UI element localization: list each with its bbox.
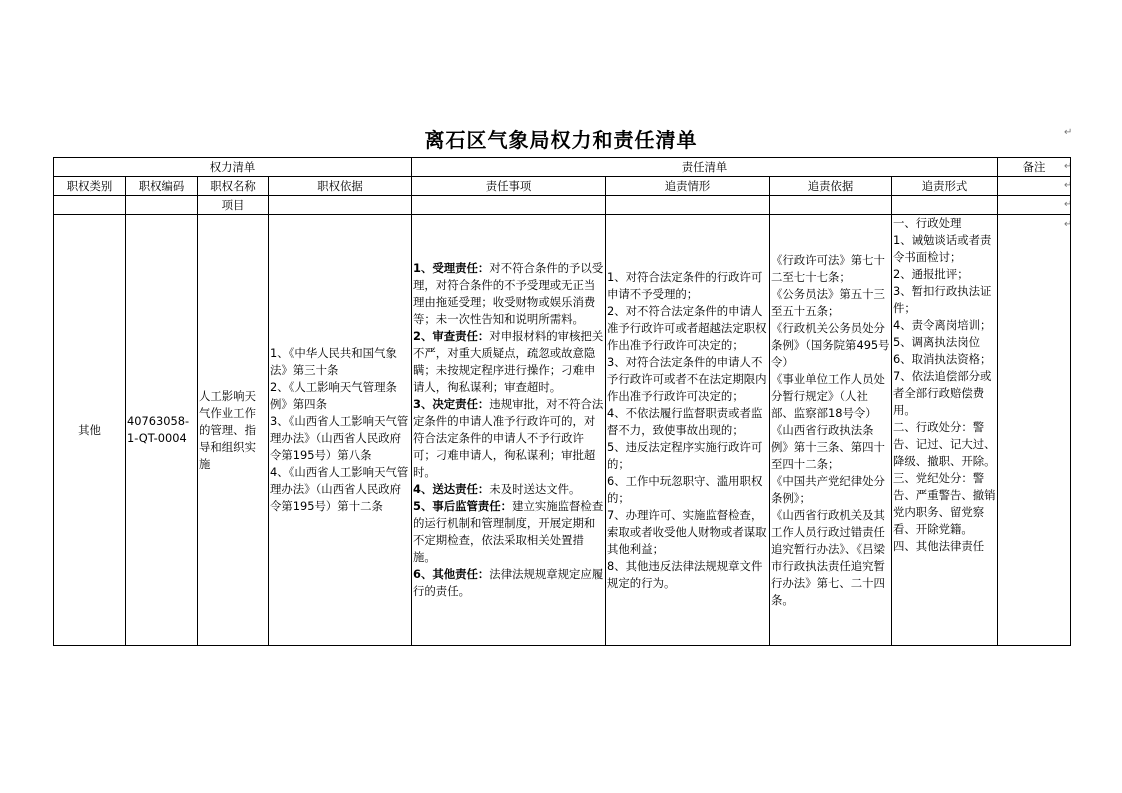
cell-accountability-basis: 《行政许可法》第七十二至七十七条； 《公务员法》第五十三至五十五条； 《行政机关公务员处分条例》（国务院第495号令） 《事业单位工作人员处分暂行规定》（人社部、监察部18号令） 《山西省行政执法条例》第十三条、第四十至四十二条； 《中国共产党纪律处分条例》； 《山西省行政机关及其工作人员行政过错责任追究暂行办法》、《吕梁市行政执法责任追究暂行办法》第七、二十四条。 bbox=[770, 215, 892, 646]
item-text: 对申报材料的审核把关不严，对重大质疑点，疏忽或故意隐瞒；未按规定程序进行操作；刁难申请人，徇私谋利；审查超时。 bbox=[413, 329, 604, 394]
sub-cell bbox=[606, 196, 770, 215]
item-text: 未及时送达文件。 bbox=[489, 482, 581, 496]
item-label: 1、受理责任： bbox=[413, 261, 490, 275]
cell-form: 一、行政处理 1、诫勉谈话或者责令书面检讨； 2、通报批评； 3、暂扣行政执法证件； 4、责令离岗培训； 5、调离执法岗位 6、取消执法资格； 7、依法追偿部分或者全部行政赔偿费用。 二、行政处分：警告、记过、记大过、降级、撤职、开除。 三、党纪处分：警告、严重警告、撤销党内职务、留党察看、开除党籍。 四、其他法律责任 bbox=[892, 215, 998, 646]
item-label: 5、事后监管责任： bbox=[413, 499, 513, 513]
item-paragraph bbox=[413, 481, 604, 498]
table-row bbox=[54, 215, 1071, 646]
item-text: 违规审批，对不符合法定条件的申请人准予行政许可的，对符合法定条件的申请人不予行政许可；刁难申请人，徇私谋利；审批超时。 bbox=[413, 397, 604, 479]
paragraph-mark: ↵ bbox=[1064, 219, 1073, 230]
sub-cell bbox=[770, 196, 892, 215]
sub-cell bbox=[998, 196, 1071, 215]
header-form: 追责形式 bbox=[892, 177, 998, 196]
header-items: 责任事项 bbox=[412, 177, 606, 196]
header-type: 职权类别 bbox=[54, 177, 126, 196]
item-label: 4、送达责任： bbox=[413, 482, 490, 496]
cell-type: 其他 bbox=[54, 215, 126, 646]
item-text: 建立实施监督检查的运行机制和管理制度，开展定期和不定期检查，依法采取相关处置措施。 bbox=[413, 499, 604, 564]
item-paragraph bbox=[413, 498, 604, 566]
header-accountability-basis: 追责依据 bbox=[770, 177, 892, 196]
sub-cell bbox=[54, 196, 126, 215]
item-paragraph bbox=[413, 260, 604, 328]
sub-cell bbox=[126, 196, 198, 215]
item-label: 3、决定责任： bbox=[413, 397, 490, 411]
cell-name: 人工影响天气作业工作的管理、指导和组织实施 bbox=[198, 215, 269, 646]
header-power-list: 权力清单 bbox=[54, 158, 412, 177]
header-remarks-empty bbox=[998, 177, 1071, 196]
cell-circumstances: 1、对符合法定条件的行政许可申请不予受理的； 2、对不符合法定条件的申请人准予行政许可或者超越法定职权作出准予行政许可决定的； 3、对符合法定条件的申请人不予行政许可或者不在法定期限内作出准予行政许可决定的； 4、不依法履行监督职责或者监督不力，致使事故出现的； 5、违反法定程序实施行政许可的； 6、工作中玩忽职守、滥用职权的； 7、办理许可、实施监督检查，索取或者收受他人财物或者谋取其他利益； 8、其他违反法律法规规章文件规定的行为。 bbox=[606, 215, 770, 646]
header-sub-item: 项目 bbox=[198, 196, 269, 215]
header-remarks: 备注 bbox=[998, 158, 1071, 177]
header-circumstances: 追责情形 bbox=[606, 177, 770, 196]
page-title: 离石区气象局权力和责任清单 bbox=[424, 128, 698, 152]
item-text: 法律法规规章规定应履行的责任。 bbox=[413, 567, 604, 598]
sub-cell bbox=[412, 196, 606, 215]
item-paragraph bbox=[413, 566, 604, 600]
paragraph-mark: ↵ bbox=[1064, 199, 1073, 210]
paragraph-mark: ↵ bbox=[1064, 161, 1073, 172]
cell-basis: 1、《中华人民共和国气象法》第三十条 2、《人工影响天气管理条例》第四条 3、《山西省人工影响天气管理办法》（山西省人民政府令第195号）第八条 4、《山西省人工影响天气管理办法》（山西省人民政府令第195号）第十二条 bbox=[269, 215, 412, 646]
cell-code: 40763058-1-QT-0004 bbox=[126, 215, 198, 646]
header-code: 职权编码 bbox=[126, 177, 198, 196]
item-text: 对不符合条件的予以受理，对符合条件的不予受理或无正当理由拖延受理；收受财物或娱乐消费等；未一次性告知和说明所需料。 bbox=[413, 261, 604, 326]
item-paragraph bbox=[413, 328, 604, 396]
header-responsibility-list: 责任清单 bbox=[412, 158, 998, 177]
power-responsibility-table bbox=[53, 157, 1071, 646]
paragraph-mark: ↵ bbox=[1064, 127, 1073, 138]
cell-remarks bbox=[998, 215, 1071, 646]
item-label: 2、审查责任： bbox=[413, 329, 490, 343]
item-label: 6、其他责任： bbox=[413, 567, 490, 581]
sub-cell bbox=[892, 196, 998, 215]
sub-cell bbox=[269, 196, 412, 215]
item-paragraph bbox=[413, 396, 604, 481]
paragraph-mark: ↵ bbox=[1064, 180, 1073, 191]
header-basis: 职权依据 bbox=[269, 177, 412, 196]
cell-items bbox=[412, 215, 606, 646]
header-name: 职权名称 bbox=[198, 177, 269, 196]
